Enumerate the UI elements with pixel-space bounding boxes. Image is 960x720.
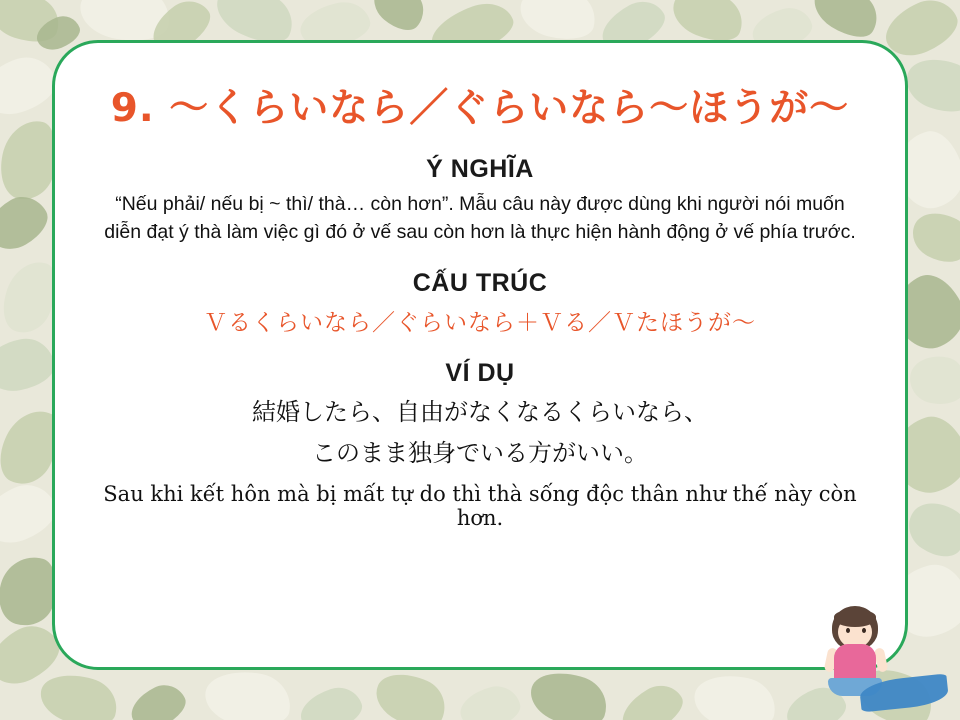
section-heading-example: VÍ DỤ: [445, 358, 515, 387]
section-body-structure: Ｖるくらいなら／ぐらいなら＋Ｖる／Ｖたほうが〜: [204, 309, 756, 336]
brand-logo: [856, 664, 952, 718]
page-title: 9. 〜くらいなら／ぐらいなら〜ほうが〜: [110, 86, 850, 131]
lesson-card: [52, 40, 908, 670]
logo-swoosh-icon: [859, 673, 950, 712]
example-line-2: このまま独身でいる方がいい。: [312, 438, 648, 467]
section-heading-structure: CẤU TRÚC: [412, 268, 548, 297]
example-line-1: 結婚したら、自由がなくなるくらいなら、: [252, 397, 708, 426]
example-translation: Sau khi kết hôn mà bị mất tự do thì thà sống độc thân như thế này còn hơn.: [103, 481, 857, 530]
section-heading-meaning: Ý NGHĨA: [426, 155, 534, 183]
section-body-meaning: “Nếu phải/ nếu bị ~ thì/ thà… còn hơn”. Mẫu câu này được dùng khi người nói muốn diễn đạt ý thà làm việc gì đó ở vế sau còn hơn là thực hiện hành động ở vế phía trước.: [104, 193, 856, 244]
